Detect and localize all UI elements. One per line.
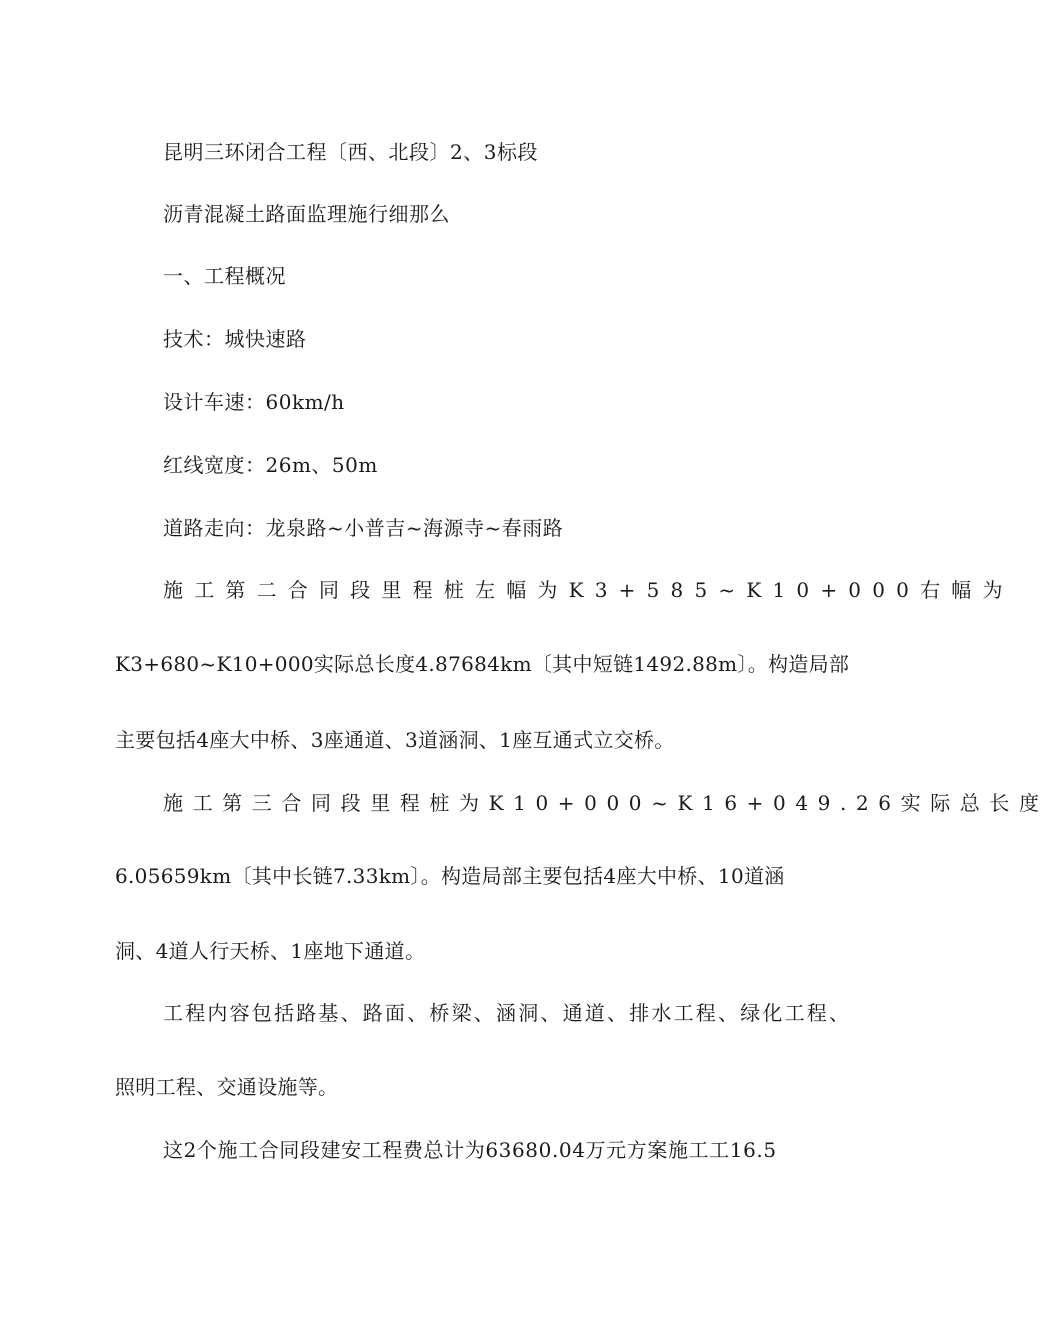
para3-line2: 照明工程、交通设施等。 <box>115 1075 339 1099</box>
red-line-width: 红线宽度：26m、50m <box>163 453 378 477</box>
road-direction: 道路走向：龙泉路~小普吉~海源寺~春雨路 <box>163 516 564 540</box>
para4-line1: 这2个施工合同段建安工程费总计为63680.04万元方案施工工16.5 <box>163 1138 777 1162</box>
title-line-2: 沥青混凝土路面监理施行细那么 <box>163 202 450 226</box>
para2-line2: 6.05659km〔其中长链7.33km〕。构造局部主要包括4座大中桥、10道涵 <box>115 864 785 888</box>
para2-line1: 施工第三合同段里程桩为K10+000~K16+049.26实际总长度 <box>163 791 1049 815</box>
title-line-1: 昆明三环闭合工程〔西、北段〕2、3标段 <box>163 140 538 164</box>
para1-line2: K3+680~K10+000实际总长度4.87684km〔其中短链1492.88m〕。构造局部 <box>115 652 850 676</box>
para1-line1: 施工第二合同段里程桩左幅为K3+585~K10+000右幅为 <box>163 578 1014 602</box>
tech-standard: 技术：城快速路 <box>163 327 307 351</box>
section-heading: 一、工程概况 <box>163 264 286 288</box>
design-speed: 设计车速：60km/h <box>163 390 345 414</box>
para3-line1: 工程内容包括路基、路面、桥梁、涵洞、通道、排水工程、绿化工程、 <box>163 1001 852 1025</box>
para2-line3: 洞、4道人行天桥、1座地下通道。 <box>115 939 426 963</box>
para1-line3: 主要包括4座大中桥、3座通道、3道涵洞、1座互通式立交桥。 <box>115 728 675 752</box>
